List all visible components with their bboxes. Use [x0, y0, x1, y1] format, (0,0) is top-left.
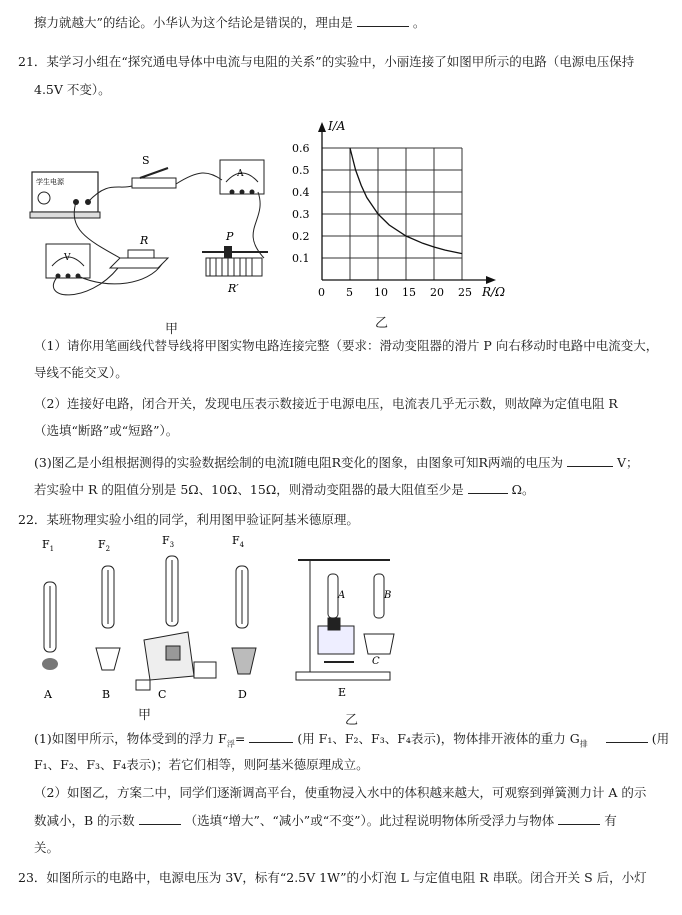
voltmeter [46, 244, 90, 279]
y-axis-arrow [318, 122, 326, 132]
q21-p3-unit: V； [616, 455, 639, 470]
q21-circuit-figure [28, 140, 278, 310]
q22-reading-blank[interactable] [139, 812, 181, 825]
q22-p1-sub-pai: 排 [579, 739, 588, 749]
q22-p2-line3: 关。 [34, 840, 60, 855]
bucket-b [96, 648, 120, 670]
y-tick-label: 0.6 [292, 142, 310, 155]
x-tick-label: 15 [402, 286, 416, 299]
label-e: E [338, 686, 347, 699]
q22-p1-line1 [34, 730, 669, 753]
q20-answer-blank[interactable] [357, 14, 409, 27]
force-label-2: $F_2$ [98, 538, 111, 553]
label-beaker-c: C [372, 656, 380, 667]
q22-p1-line2: F₁、F₂、F₃、F₄表示)；若它们相等，则阿基米德原理成立。 [34, 757, 369, 772]
x-tick-label: 25 [458, 286, 472, 299]
q23-stem: 23．如图所示的电路中，电源电压为 3V，标有“2.5V 1W”的小灯泡 L 与定值电阻 R 串联。闭合开关 S 后，小灯 [18, 870, 647, 885]
q21-resistance-blank[interactable] [468, 481, 508, 494]
q21-p1-line1: （1）请你用笔画线代替导线将甲图实物电路连接完整（要求：滑动变阻器的滑片 P 向右移动时电路中电流变大， [34, 338, 659, 353]
q21-p1-line2: 导线不能交叉）。 [34, 365, 128, 380]
q22-p2b-end: 有 [604, 813, 617, 828]
label-d: D [238, 688, 247, 701]
power-supply-label: 学生电源 [36, 178, 64, 186]
switch [132, 154, 176, 188]
fig-yi-caption: 乙 [375, 316, 389, 331]
y-tick-label: 0.1 [292, 252, 310, 265]
object-a [42, 658, 58, 670]
resistor-r [110, 234, 168, 268]
q21-p3-line1 [34, 454, 638, 471]
rheostat-label: R′ [228, 282, 239, 295]
force-label-1: $F_1$ [42, 538, 55, 553]
q22-p2b-mid: （选填“增大”、“减小”或“不变”）。此过程说明物体所受浮力与物体 [184, 813, 555, 828]
switch-label: S [142, 154, 150, 167]
x-tick-label: 5 [346, 286, 353, 299]
x-tick-label: 0 [318, 286, 325, 299]
q21-stem-line2: 4.5V 不变）。 [34, 82, 111, 97]
label-c: C [158, 688, 167, 701]
q22-p1-sub-fu: 浮 [226, 739, 235, 749]
slider-label: P [226, 230, 234, 243]
q22-p1-eq: = [234, 731, 246, 746]
q22-fig-yi-caption: 乙 [345, 713, 359, 728]
q22-stem: 22．某班物理实验小组的同学，利用图甲验证阿基米德原理。 [18, 512, 359, 527]
overflow-setup-c [136, 632, 216, 690]
x-tick-label: 20 [430, 286, 444, 299]
q20-tail-line [34, 14, 425, 31]
q22-fig-jia-caption: 甲 [138, 708, 152, 723]
q22-buoyancy-blank[interactable] [249, 730, 293, 743]
q22-p2-line2 [34, 812, 617, 829]
q21-p3b-text: 若实验中 R 的阻值分别是 5Ω、10Ω、15Ω，则滑动变阻器的最大阻值至少是 [34, 482, 464, 497]
label-a: A [44, 688, 52, 701]
ammeter [220, 160, 264, 195]
label-scale-b: B [384, 590, 392, 601]
q20-tail-text: 擦力就越大”的结论。小华认为这个结论是错误的，理由是 [34, 15, 353, 30]
q22-p2b-text: 数减小，B 的示数 [34, 813, 135, 828]
y-tick-label: 0.4 [292, 186, 310, 199]
q21-ir-chart [286, 100, 516, 300]
resistor-label: R [140, 234, 149, 247]
force-label-3: $F_3$ [162, 534, 175, 549]
q22-factor-blank[interactable] [558, 812, 600, 825]
q22-p1-after: (用 F₁、F₂、F₃、F₄表示)，物体排开液体的重力 G [297, 731, 580, 746]
q21-p3-line2 [34, 481, 535, 498]
voltmeter-label: V [64, 253, 71, 263]
q22-p2-line1: （2）如图乙，方案二中，同学们逐渐调高平台，使重物浸入水中的体积越来越大，可观察到弹簧测力计 A 的示 [34, 785, 647, 800]
x-axis-arrow [486, 276, 496, 284]
ammeter-label: A [237, 169, 244, 179]
force-label-4: $F_4$ [232, 534, 245, 549]
fig-jia-caption: 甲 [165, 322, 179, 337]
q22-p1-text: (1)如图甲所示，物体受到的浮力 F [34, 731, 227, 746]
q22-p1-end: (用 [651, 731, 670, 746]
q21-p3b-unit: Ω。 [511, 482, 535, 497]
rheostat [202, 230, 268, 295]
x-tick-label: 10 [374, 286, 388, 299]
q20-tail-end: 。 [412, 15, 426, 30]
y-tick-label: 0.3 [292, 208, 310, 221]
q22-gravity-blank[interactable] [606, 730, 648, 743]
q21-stem-line1: 21．某学习小组在“探究通电导体中电流与电阻的关系”的实验中，小丽连接了如图甲所示的电路（电源电压保持 [18, 54, 635, 69]
label-b: B [102, 688, 111, 701]
y-tick-label: 0.2 [292, 230, 310, 243]
x-axis-label: R/Ω [482, 285, 506, 299]
label-scale-a: A [338, 590, 346, 601]
power-supply [30, 172, 100, 218]
q21-p3-text: (3)图乙是小组根据测得的实验数据绘制的电流I随电阻R变化的图象，由图象可知R两端的电压为 [34, 455, 563, 470]
spring-scales [44, 556, 248, 652]
bucket-d [232, 648, 256, 674]
q22-figure [28, 530, 408, 710]
q21-p2-line1: （2）连接好电路，闭合开关，发现电压表示数接近于电源电压，电流表几乎无示数，则故障为定值电阻 R [34, 396, 618, 411]
y-axis-label: I/A [328, 119, 346, 133]
y-tick-label: 0.5 [292, 164, 310, 177]
q21-voltage-blank[interactable] [567, 454, 613, 467]
q21-p2-line2: （选填“断路”或“短路”）。 [34, 423, 179, 438]
